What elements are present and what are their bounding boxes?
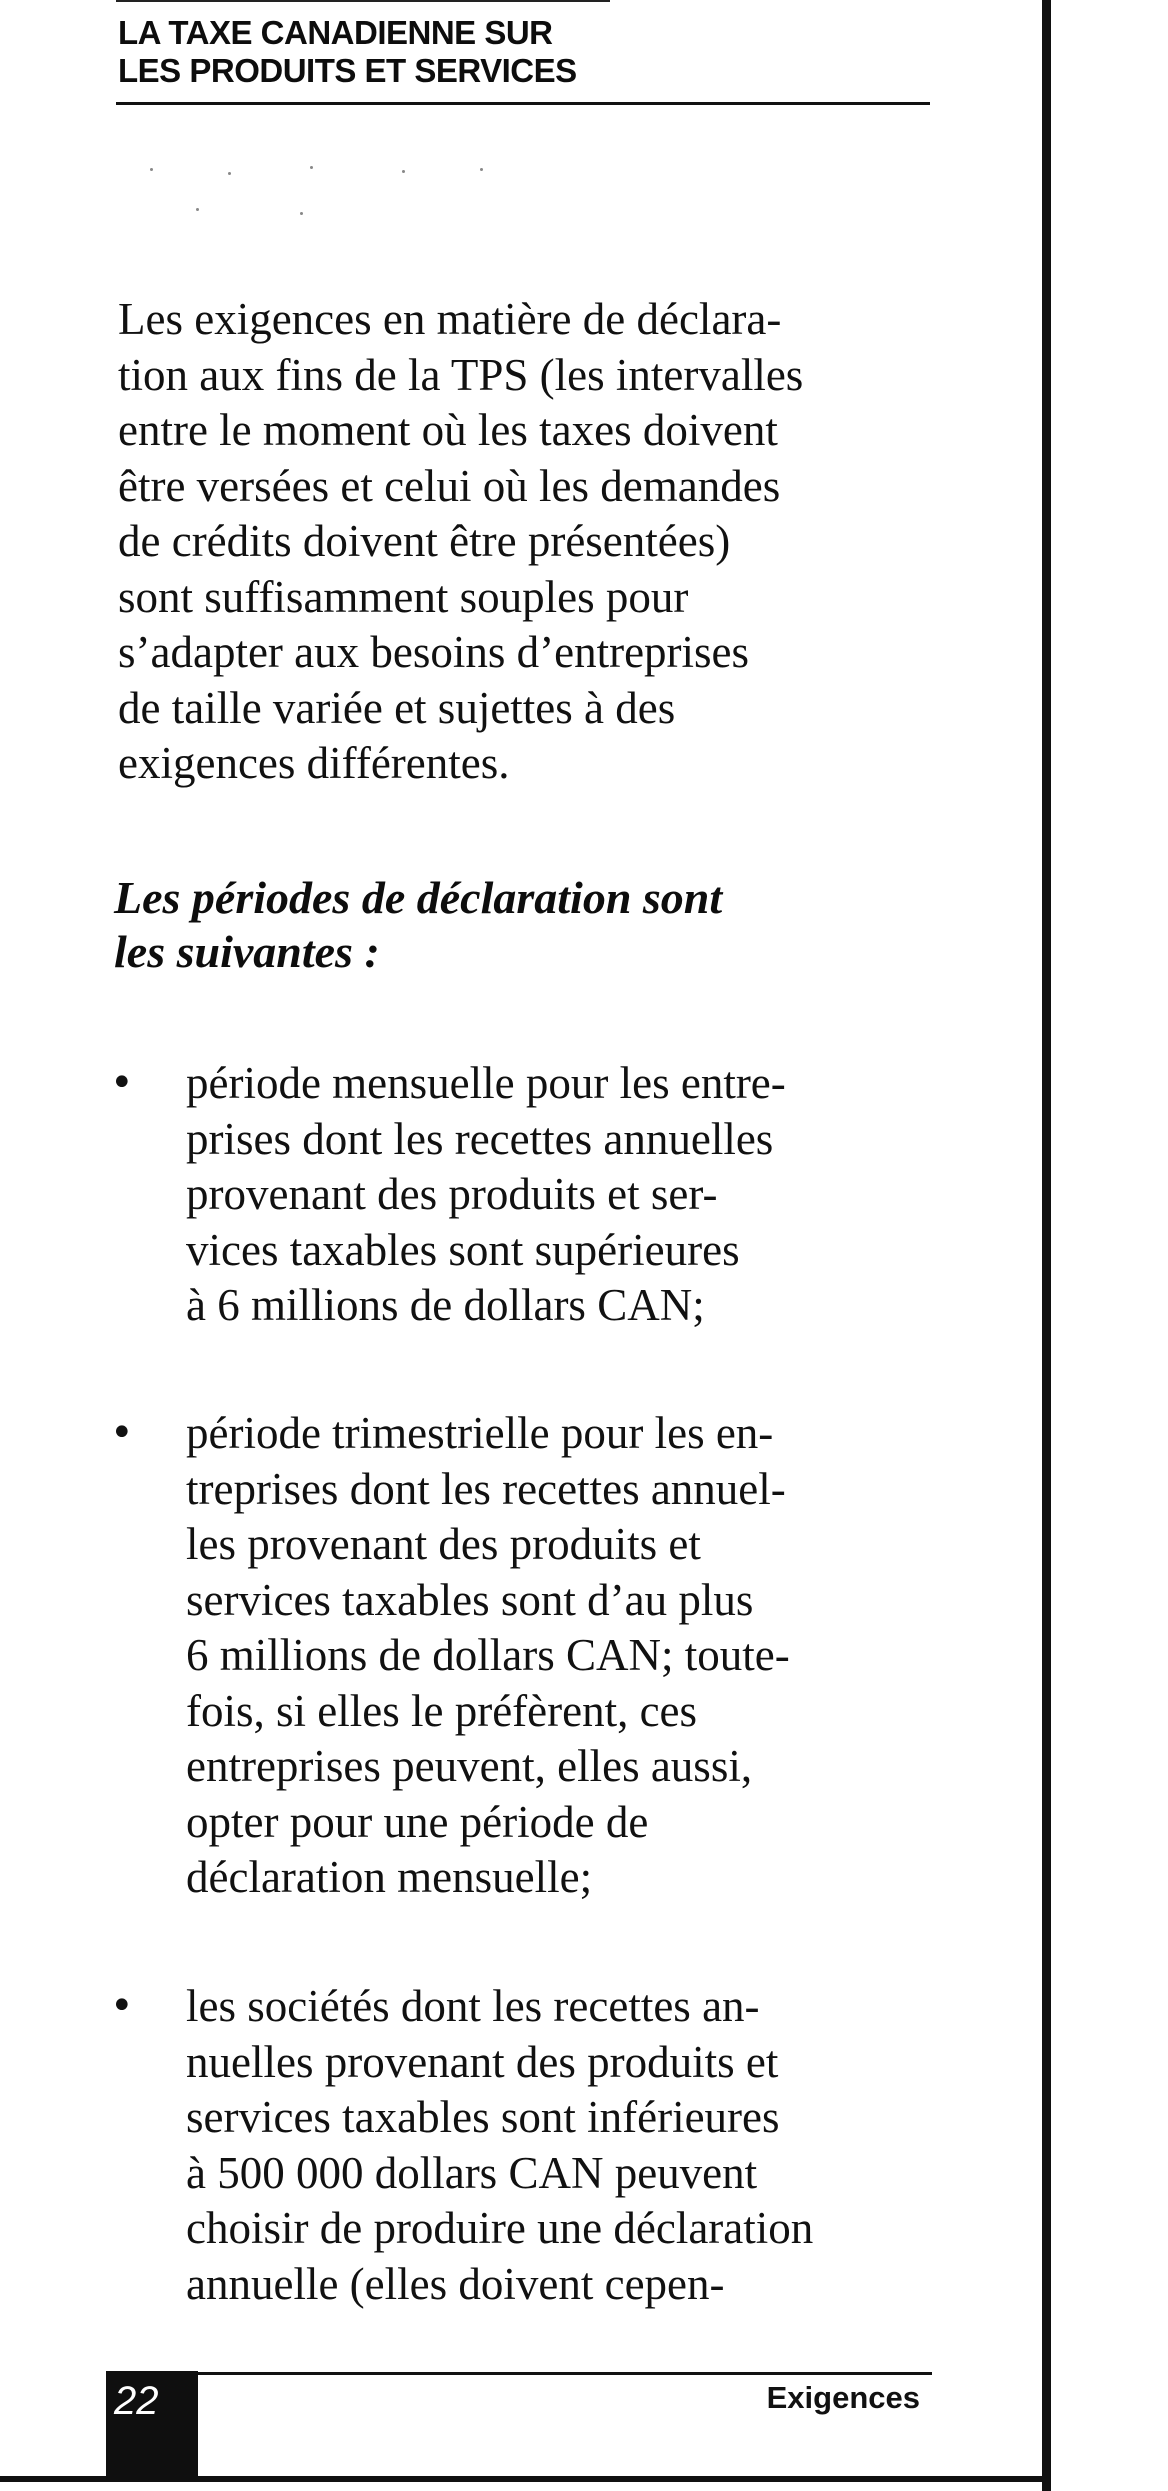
paragraph-line: exigences différentes. (118, 738, 510, 788)
list-item-line: services taxables sont inférieures (186, 2092, 780, 2142)
list-item-text (186, 1979, 966, 2312)
list-item-line: vices taxables sont supérieures (186, 1224, 740, 1275)
footer-section-title: Exigences (766, 2380, 920, 2415)
footer-rule (196, 2372, 932, 2375)
bullet-icon: • (110, 1983, 134, 2029)
list-item-line: à 500 000 dollars CAN peuvent (186, 2147, 758, 2198)
list-item-line: fois, si elles le préfèrent, ces (186, 1685, 698, 1736)
list-item-line: période trimestrielle pour les en- (186, 1408, 774, 1458)
paragraph-line: tion aux fins de la TPS (les intervalles (118, 349, 804, 400)
list-item-line: provenant des produits et ser- (186, 1169, 718, 1219)
list-item-line: nuelles provenant des produits et (186, 2036, 779, 2087)
header-line-2: LES PRODUITS ET SERVICES (118, 52, 577, 89)
list-item-line: prises dont les recettes annuelles (186, 1113, 774, 1164)
subheading-line: Les périodes de déclaration sont (114, 872, 723, 923)
subheading-line: les suivantes : (114, 926, 380, 977)
paragraph-line: être versées et celui où les demandes (118, 460, 781, 511)
page-number-badge (106, 2371, 198, 2480)
bullet-icon: • (110, 1060, 134, 1106)
list-item-line: les sociétés dont les recettes an- (186, 1981, 760, 2031)
paragraph-line: Les exigences en matière de déclara- (118, 294, 782, 344)
list-item-line: période mensuelle pour les entre- (186, 1058, 786, 1108)
paragraph-line: entre le moment où les taxes doivent (118, 405, 778, 455)
bullet-icon: • (110, 1410, 134, 1456)
list-item-text (186, 1406, 966, 1906)
header-line-1: LA TAXE CANADIENNE SUR (118, 14, 553, 51)
paragraph-line: de crédits doivent être présentées) (118, 516, 731, 566)
paragraph-line: de taille variée et sujettes à des (118, 682, 676, 733)
list-item-line: opter pour une période de (186, 1796, 649, 1847)
list-item-text (186, 1056, 966, 1334)
list-item-line: services taxables sont d’au plus (186, 1574, 754, 1625)
list-item-line: déclaration mensuelle; (186, 1852, 593, 1902)
page-number: 22 (114, 2379, 159, 2423)
paragraph-line: s’adapter aux besoins d’entreprises (118, 627, 750, 677)
list-item-line: entreprises peuvent, elles aussi, (186, 1741, 753, 1791)
list-item-line: les provenant des produits et (186, 1519, 701, 1569)
paragraph-line: sont suffisamment souples pour (118, 571, 689, 622)
list-item-line: annuelle (elles doivent cepen- (186, 2258, 725, 2309)
list-item-line: choisir de produire une déclaration (186, 2203, 814, 2253)
list-item-line: à 6 millions de dollars CAN; (186, 1280, 705, 1330)
list-item-line: 6 millions de dollars CAN; toute- (186, 1630, 790, 1680)
list-item-line: treprises dont les recettes annuel- (186, 1463, 786, 1514)
